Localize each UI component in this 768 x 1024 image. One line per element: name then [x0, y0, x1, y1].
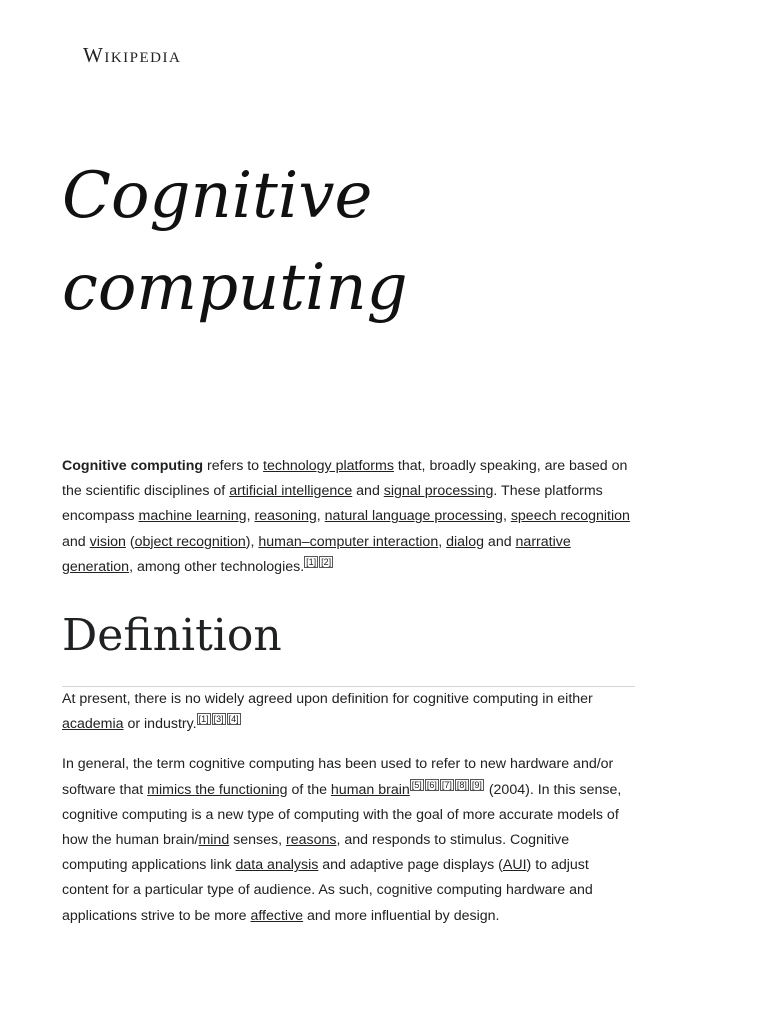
citation-link[interactable]: [5]: [411, 779, 422, 790]
link-mind[interactable]: mind: [198, 832, 230, 849]
citation-link[interactable]: [8]: [456, 779, 467, 790]
intro-paragraph: [62, 454, 635, 580]
para-text: or industry.: [123, 716, 197, 733]
intro-text: ,: [438, 533, 447, 550]
page-title: Cognitive computing: [62, 159, 408, 325]
citation-group: [197, 714, 242, 724]
link-signal-processing[interactable]: signal processing: [383, 483, 494, 500]
link-academia[interactable]: academia: [62, 716, 124, 733]
link-vision[interactable]: vision: [89, 533, 126, 550]
section-heading-definition: Definition: [62, 608, 635, 687]
link-natural-language-processing[interactable]: natural language processing: [324, 508, 503, 525]
citation-link[interactable]: [2]: [321, 557, 332, 568]
para-text: and adaptive page displays (: [318, 857, 503, 874]
intro-text: ,: [246, 508, 255, 525]
intro-text: and: [352, 483, 384, 500]
link-reasoning[interactable]: reasoning: [254, 508, 317, 525]
citation-link[interactable]: [7]: [441, 779, 452, 790]
link-human-brain[interactable]: human brain: [330, 781, 410, 798]
link-dialog[interactable]: dialog: [446, 533, 484, 550]
intro-text: ),: [245, 533, 259, 550]
link-machine-learning[interactable]: machine learning: [138, 508, 247, 525]
intro-text: ,: [502, 508, 511, 525]
citation-group: [304, 557, 334, 567]
intro-text: and: [62, 533, 90, 550]
intro-text: , among other technologies.: [129, 558, 305, 575]
intro-text: that, broadly speaking, are based on the scientific disciplines of: [62, 458, 628, 500]
link-object-recognition[interactable]: object recognition: [134, 533, 246, 550]
intro-text: (: [125, 533, 135, 550]
link-human-computer-interaction[interactable]: human–computer interaction: [258, 533, 439, 550]
link-technology-platforms[interactable]: technology platforms: [263, 458, 394, 474]
wikipedia-logo[interactable]: Wikipedia: [83, 43, 182, 67]
para-text: At present, there is no widely agreed upon definition for cognitive computing in either: [62, 691, 593, 708]
link-narrative-generation[interactable]: narrative generation: [62, 533, 571, 575]
link-speech-recognition[interactable]: speech recognition: [510, 508, 630, 525]
para-text: and more influential by design.: [303, 907, 500, 924]
citation-link[interactable]: [9]: [471, 779, 482, 790]
article-body: [62, 454, 635, 944]
citation-link[interactable]: [4]: [228, 714, 239, 725]
intro-bold-term: Cognitive computing: [62, 458, 204, 474]
link-artificial-intelligence[interactable]: artificial intelligence: [229, 483, 353, 500]
definition-paragraph-1: [62, 687, 635, 737]
citation-link[interactable]: [3]: [213, 714, 224, 725]
intro-text: refers to: [203, 458, 264, 474]
citation-link[interactable]: [6]: [426, 779, 437, 790]
link-mimics-the-functioning[interactable]: mimics the functioning: [147, 781, 288, 798]
citation-link[interactable]: [1]: [306, 557, 317, 568]
para-text: senses,: [229, 832, 286, 849]
link-affective[interactable]: affective: [250, 907, 304, 924]
para-text: ) to adjust content for a particular type of audience. As such, cognitive computing hardware and applications strive to be more: [62, 857, 593, 924]
citation-group: [410, 780, 485, 790]
link-aui[interactable]: AUI: [502, 857, 527, 874]
intro-text: and: [483, 533, 516, 550]
citation-link[interactable]: [1]: [198, 714, 209, 725]
page-cutoff-mask: [0, 972, 768, 1024]
para-text: , and responds to stimulus. Cognitive computing applications link: [62, 832, 570, 874]
intro-text: . These platforms encompass: [62, 483, 603, 525]
link-reasons[interactable]: reasons: [286, 832, 337, 849]
para-text: In general, the term cognitive computing has been used to refer to new hardware and/or software that: [62, 756, 614, 798]
para-text: of the: [287, 781, 331, 798]
intro-text: ,: [316, 508, 325, 525]
para-text: (2004). In this sense, cognitive computing is a new type of computing with the goal of more accurate models of how the human brain/: [62, 781, 622, 849]
definition-paragraph-2: [62, 752, 635, 928]
link-data-analysis[interactable]: data analysis: [235, 857, 319, 874]
